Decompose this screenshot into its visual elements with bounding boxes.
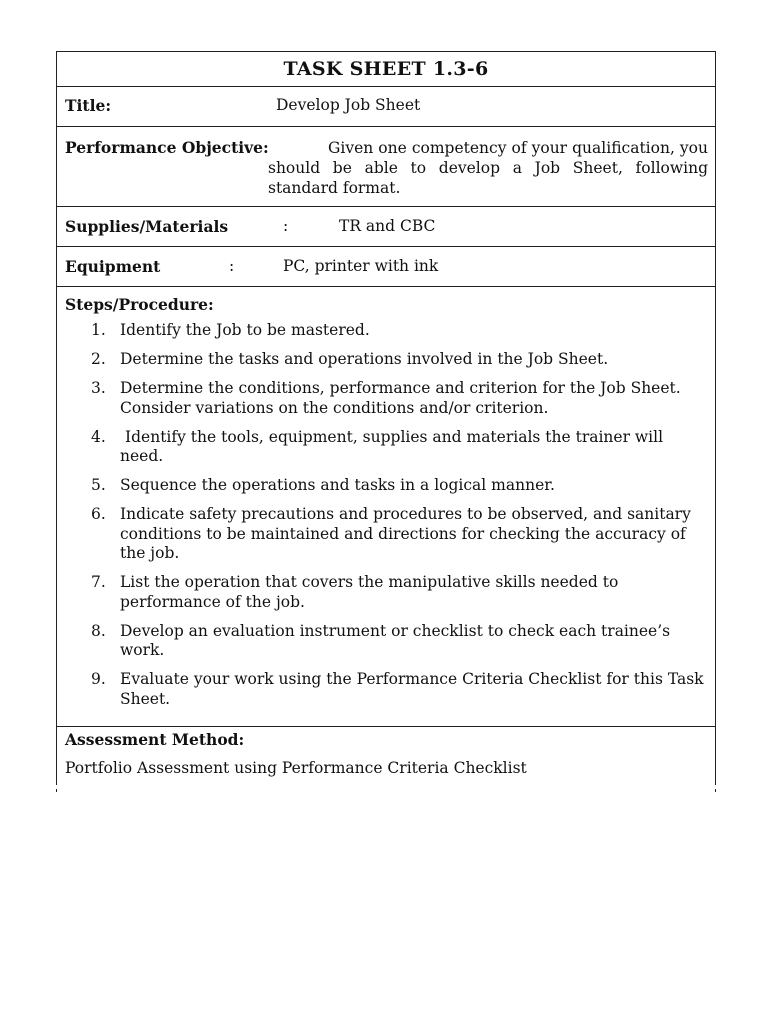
assessment-value: Portfolio Assessment using Performance Criteria Checklist [65,759,527,777]
step-text: Identify the Job to be mastered. [120,321,370,339]
step-number: 8. [91,621,106,640]
step-text: Indicate safety precautions and procedures to be observed, and sanitary conditions to be maintained and directions for checking the accuracy of the job. [120,505,691,562]
title-label: Title: [65,96,112,115]
step-text: Identify the tools, equipment, supplies and materials the trainer will need. [120,427,664,465]
title-value: Develop Job Sheet [276,96,421,114]
step-text: Determine the conditions, performance and criterion for the Job Sheet. Consider variations on the conditions and/or criterion. [120,379,681,417]
step-item [65,350,705,370]
steps-list [65,321,705,719]
equipment-label: Equipment [65,257,161,276]
step-item [65,428,705,467]
step-number: 7. [91,573,106,591]
sheet-heading: TASK SHEET 1.3-6 [57,52,715,87]
steps-label: Steps/Procedure: [65,295,214,314]
step-text: Determine the tasks and operations involved in the Job Sheet. [120,350,609,368]
objective-text-body: Given one competency of your qualification, you should be able to develop a Job Sheet, following standard format. [268,139,708,197]
step-item [65,379,705,418]
step-item [65,476,705,496]
step-number: 9. [91,670,106,688]
steps-row [57,287,715,727]
step-number: 4. [91,427,106,446]
step-item [65,573,705,612]
step-item [65,321,705,341]
step-number: 6. [91,505,106,523]
step-number: 3. [91,379,106,397]
step-number: 1. [91,321,106,339]
objective-text [268,138,708,198]
supplies-label: Supplies/Materials [65,217,229,236]
step-text: Develop an evaluation instrument or checklist to check each trainee’s work. [120,621,671,659]
equipment-colon: : [229,257,235,275]
sheet-bottom-edge [56,789,716,792]
supplies-colon: : [283,217,289,235]
equipment-row [57,247,715,287]
step-text: Sequence the operations and tasks in a logical manner. [120,476,555,494]
step-number: 5. [91,476,106,494]
title-row [57,87,715,127]
supplies-row [57,207,715,247]
step-text: Evaluate your work using the Performance Criteria Checklist for this Task Sheet. [120,670,704,708]
step-item [65,622,705,661]
step-text: List the operation that covers the manipulative skills needed to performance of the job. [120,573,619,611]
step-item [65,670,705,709]
task-sheet [56,51,716,785]
assessment-row [57,727,715,785]
step-number: 2. [91,350,106,368]
supplies-value: TR and CBC [339,217,436,235]
equipment-value: PC, printer with ink [283,257,439,275]
step-item [65,505,705,564]
assessment-label: Assessment Method: [65,730,245,749]
objective-row [57,127,715,207]
objective-label: Performance Objective: [65,138,269,157]
